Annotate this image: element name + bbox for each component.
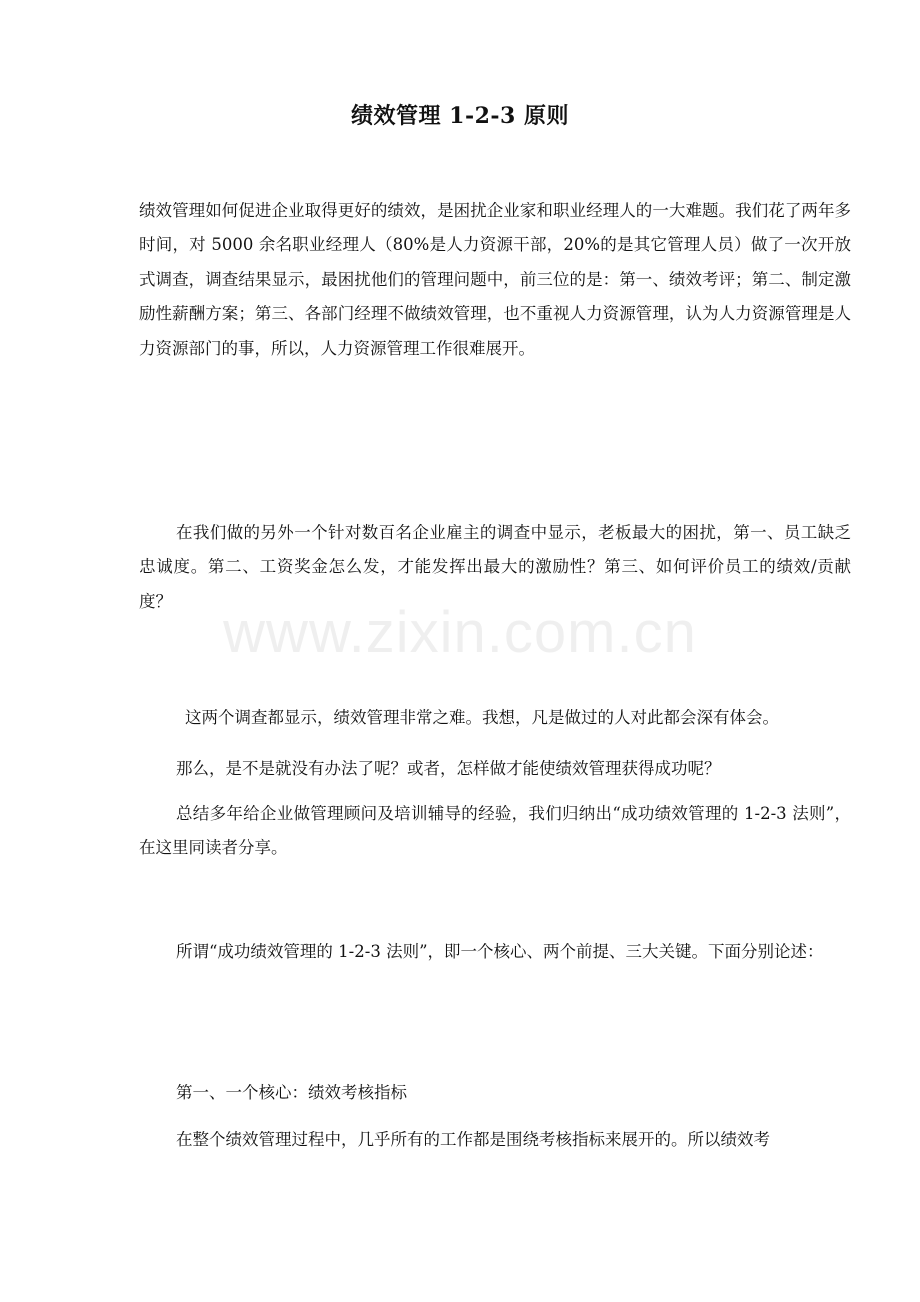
paragraph-rule-definition: 所谓“成功绩效管理的 1-2-3 法则”，即一个核心、两个前提、三大关键。下面分别论述： [176, 942, 824, 961]
watermark: www.zixin.com.cn [223, 600, 697, 665]
paragraph-core-text: 在整个绩效管理过程中，几乎所有的工作都是围绕考核指标来展开的。所以绩效考 [176, 1130, 770, 1149]
section-heading-core: 第一、一个核心：绩效考核指标 [176, 1083, 407, 1102]
paragraph-question: 那么，是不是就没有办法了呢？或者，怎样做才能使绩效管理获得成功呢？ [176, 759, 721, 778]
paragraph-employer-survey: 在我们做的另外一个针对数百名企业雇主的调查中显示，老板最大的困扰，第一、员工缺乏忠诚度。第二、工资奖金怎么发，才能发挥出最大的激励性？第三、如何评价员工的绩效/贡献度？ [139, 523, 851, 611]
paragraph-survey-intro: 绩效管理如何促进企业取得更好的绩效，是困扰企业家和职业经理人的一大难题。我们花了两年多时间，对 5000 余名职业经理人（80%是人力资源干部，20%的是其它管理人员）做了一次开放式调查，调查结果显示，最困扰他们的管理问题中，前三位的是：第一、绩效考评；第二、制定激励性薪酬方案；第三、各部门经理不做绩效管理，也不重视人力资源管理，认为人力资源管理是人力资源部门的事，所以，人力资源管理工作很难展开。 [139, 201, 851, 358]
document-title: 绩效管理 1-2-3 原则 [350, 103, 569, 129]
paragraph-summary: 总结多年给企业做管理顾问及培训辅导的经验，我们归纳出“成功绩效管理的 1-2-3 法则”，在这里同读者分享。 [139, 804, 851, 858]
paragraph-difficulty: 这两个调查都显示，绩效管理非常之难。我想，凡是做过的人对此都会深有体会。 [185, 708, 779, 727]
